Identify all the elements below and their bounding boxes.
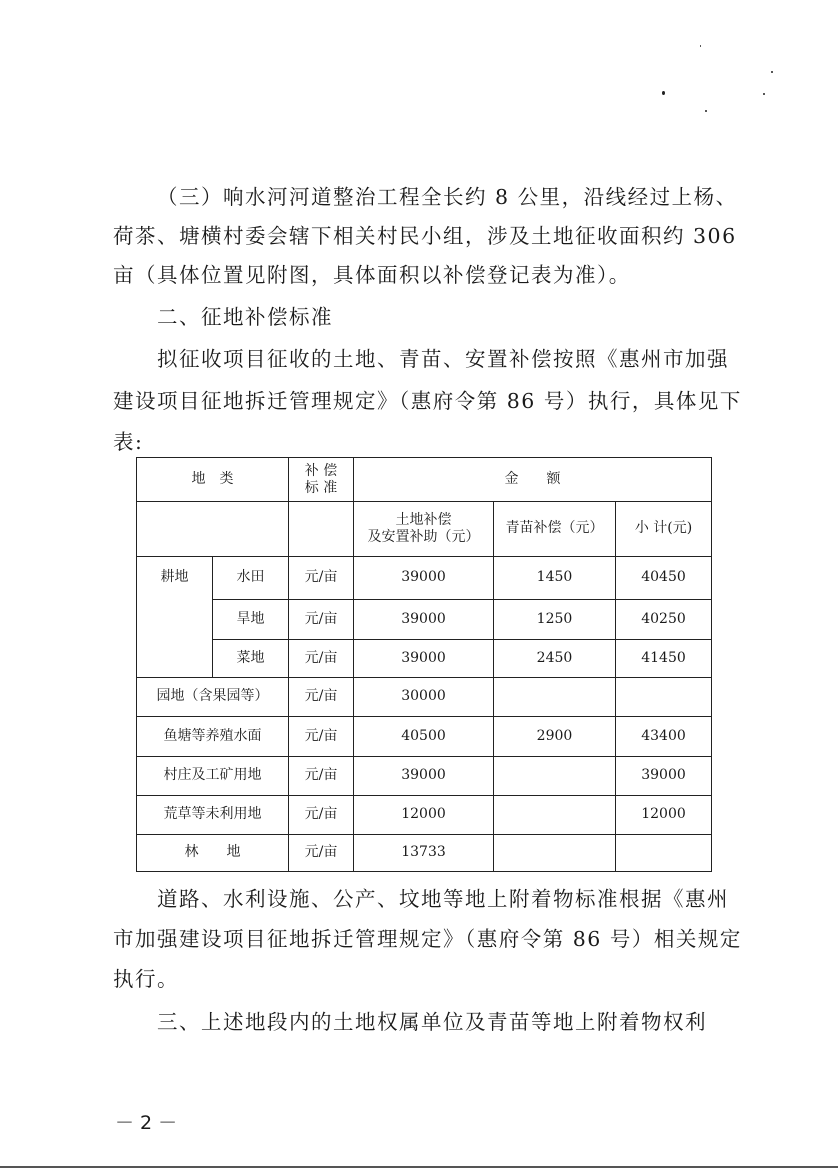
section-heading: 二、征地补偿标准	[157, 305, 333, 329]
header-land-comp-line2: 及安置补助（元）	[367, 529, 480, 545]
cell-subtotal: 41450	[616, 640, 712, 678]
empty-cell	[289, 502, 354, 557]
cell-unit: 元/亩	[289, 835, 354, 872]
cell-crop: 1450	[494, 557, 616, 600]
cell-crop	[494, 796, 616, 835]
cell-land: 39000	[354, 757, 494, 796]
cell-crop	[494, 678, 616, 717]
header-subtotal: 小 计(元)	[616, 502, 712, 557]
cell-unit: 元/亩	[289, 600, 354, 640]
cell-crop: 2900	[494, 717, 616, 757]
table-row	[137, 678, 712, 717]
cell-unit: 元/亩	[289, 678, 354, 717]
header-crop-compensation: 青苗补偿（元）	[494, 502, 616, 557]
cell-subtotal: 43400	[616, 717, 712, 757]
table-row	[137, 796, 712, 835]
scan-speck	[705, 110, 707, 112]
cell-subtotal	[616, 678, 712, 717]
table-row	[137, 717, 712, 757]
cell-type: 水田	[213, 557, 289, 600]
scan-speck	[700, 45, 701, 47]
compensation-table	[136, 457, 712, 872]
cell-subtotal	[616, 835, 712, 872]
cell-unit: 元/亩	[289, 717, 354, 757]
cell-crop	[494, 757, 616, 796]
empty-cell	[137, 502, 289, 557]
cell-land: 39000	[354, 557, 494, 600]
header-standard-line2: 标 准	[304, 479, 338, 496]
cell-subtotal: 40250	[616, 600, 712, 640]
header-land-comp-line1: 土地补偿	[395, 511, 452, 528]
cell-unit: 元/亩	[289, 640, 354, 678]
scan-edge-rule	[0, 1166, 838, 1168]
header-land-compensation	[354, 502, 494, 557]
scan-speck	[763, 93, 765, 95]
cell-type: 园地（含果园等）	[137, 678, 289, 717]
table-row	[137, 757, 712, 796]
cell-group	[137, 600, 213, 640]
paragraph-line: （三）响水河河道整治工程全长约 8 公里，沿线经过上杨、	[157, 185, 738, 209]
paragraph-line: 拟征收项目征收的土地、青苗、安置补偿按照《惠州市加强	[157, 347, 729, 371]
cell-subtotal: 40450	[616, 557, 712, 600]
paragraph-line: 市加强建设项目征地拆迁管理规定》（惠府令第 86 号）相关规定	[113, 927, 742, 951]
cell-land: 39000	[354, 640, 494, 678]
cell-crop: 2450	[494, 640, 616, 678]
header-standard	[289, 458, 354, 502]
table-subheader-row	[137, 502, 712, 557]
page-number: － 2 －	[115, 1112, 178, 1134]
cell-type: 林 地	[137, 835, 289, 872]
table-row	[137, 557, 712, 600]
table-row	[137, 835, 712, 872]
paragraph-line: 道路、水利设施、公产、坟地等地上附着物标准根据《惠州	[157, 887, 729, 911]
cell-land: 39000	[354, 600, 494, 640]
cell-subtotal: 12000	[616, 796, 712, 835]
cell-land: 12000	[354, 796, 494, 835]
cell-group: 耕地	[137, 557, 213, 600]
paragraph-line: 表:	[113, 430, 144, 454]
table-row	[137, 640, 712, 678]
paragraph-line: 建设项目征地拆迁管理规定》（惠府令第 86 号）执行，具体见下	[113, 389, 742, 413]
cell-land: 40500	[354, 717, 494, 757]
table-header-row	[137, 458, 712, 502]
cell-unit: 元/亩	[289, 796, 354, 835]
table-row	[137, 600, 712, 640]
header-land-type: 地 类	[137, 458, 289, 502]
cell-land: 13733	[354, 835, 494, 872]
cell-type: 旱地	[213, 600, 289, 640]
cell-crop: 1250	[494, 600, 616, 640]
header-standard-line1: 补 偿	[304, 463, 338, 480]
cell-type: 鱼塘等养殖水面	[137, 717, 289, 757]
cell-subtotal: 39000	[616, 757, 712, 796]
cell-crop	[494, 835, 616, 872]
cell-type: 荒草等未利用地	[137, 796, 289, 835]
scan-speck	[662, 91, 665, 95]
cell-land: 30000	[354, 678, 494, 717]
header-amount: 金 额	[354, 458, 712, 502]
cell-type: 菜地	[213, 640, 289, 678]
paragraph-line: 执行。	[113, 967, 179, 991]
cell-group	[137, 640, 213, 678]
paragraph-line: 荷茶、塘横村委会辖下相关村民小组，涉及土地征收面积约 306	[113, 224, 737, 248]
cell-unit: 元/亩	[289, 557, 354, 600]
section-heading: 三、上述地段内的土地权属单位及青苗等地上附着物权利	[157, 1010, 707, 1034]
cell-unit: 元/亩	[289, 757, 354, 796]
scan-speck	[771, 71, 773, 73]
cell-type: 村庄及工矿用地	[137, 757, 289, 796]
paragraph-line: 亩（具体位置见附图，具体面积以补偿登记表为准）。	[113, 263, 631, 287]
